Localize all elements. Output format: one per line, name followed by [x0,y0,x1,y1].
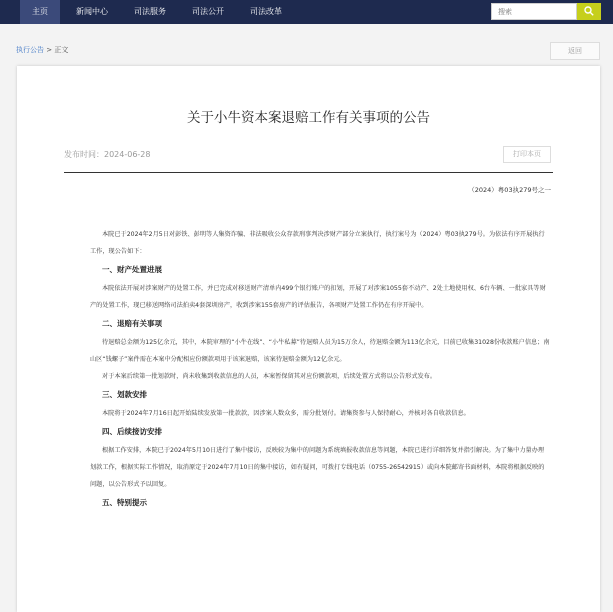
top-nav-bar [0,0,613,24]
section-heading: 三、划款安排 [102,390,147,399]
breadcrumb [16,45,68,55]
paragraph: 本院依法开展对涉案财产的处置工作，并已完成对移送财产清单内499个银行账户的扣划，开展了对涉案1055套不动产、2处土地使用权、6台车辆、一批家具等财产的处置工作，现已移送网络司法拍卖4套深圳房产，收到涉案155套房产的评估报告，各项财产处置工作仍在有序开展中。 [90,285,546,309]
breadcrumb-current: 正文 [54,46,69,54]
breadcrumb-section-link[interactable]: 执行公告 [16,46,44,54]
back-button[interactable]: 返回 [550,42,600,60]
paragraph: 本院将于2024年7月16日起开始陆续发放第一批款款，因涉案人数众多，需分批划付。请集资参与人保持耐心，并核对各自收款信息。 [102,410,470,417]
print-button[interactable]: 打印本页 [503,146,551,163]
paragraph: 根据工作安排，本院已于2024年5月10日进行了集中接访，反映较为集中的问题为系统填报收款信息等问题，本院已进行详细答复并指引解决。为了集中力量办理划款工作，根据实际工作情况，取消原定于2024年7月10日的集中接访，如有疑问，可拨打专线电话（0755-26542915）或向本院邮寄书面材料，本院将根据反映的问题，以公告形式予以回复。 [90,447,545,488]
nav-item-news[interactable]: 新闻中心 [76,7,108,16]
section-heading: 五、特别提示 [102,498,147,507]
paragraph: 待退赔总金额为125亿余元，其中，本院审理的“小牛在线”、“小牛私募”待退赔人员为15万余人，待退赔金额为113亿余元，目前已收集31028份收款账户信息；南山区“钱螺子”案件需在本案中分配相应份额款项用于该案退赔，该案待退赔金额为12亿余元。 [90,339,550,363]
nav-item-judicial-open[interactable]: 司法公开 [192,7,224,16]
nav-item-home[interactable]: 主页 [20,0,60,24]
article-panel [17,66,600,612]
title-divider [64,172,553,173]
section-heading: 一、财产处置进展 [102,265,162,274]
search-button[interactable] [577,3,601,20]
document-number: （2024）粤03执279号之一 [468,186,551,194]
section-heading: 四、后续接访安排 [102,427,162,436]
search-input[interactable] [491,3,577,20]
article-title: 关于小牛资本案退赔工作有关事项的公告 [187,110,430,126]
search-icon [584,6,594,16]
section-heading: 二、退赔有关事项 [102,319,162,328]
publish-date: 发布时间：2024-06-28 [64,150,151,159]
breadcrumb-separator: > [44,46,55,54]
nav-item-judicial-reform[interactable]: 司法改革 [250,7,282,16]
paragraph: 对于本案后续第一批划款时，尚未收集到收款信息的人员，本案暂保留其对应份额款项，后续处置方式将以公告形式发布。 [102,373,437,380]
nav-item-judicial-service[interactable]: 司法服务 [134,7,166,16]
article-body [90,226,550,513]
paragraph-intro: 本院已于2024年2月5日对彭铁、彭明等人集资诈骗、非法吸收公众存款刑事判决涉财产部分立案执行，执行案号为（2024）粤03执279号。为依法有序开展执行工作，现公告如下： [90,231,545,255]
